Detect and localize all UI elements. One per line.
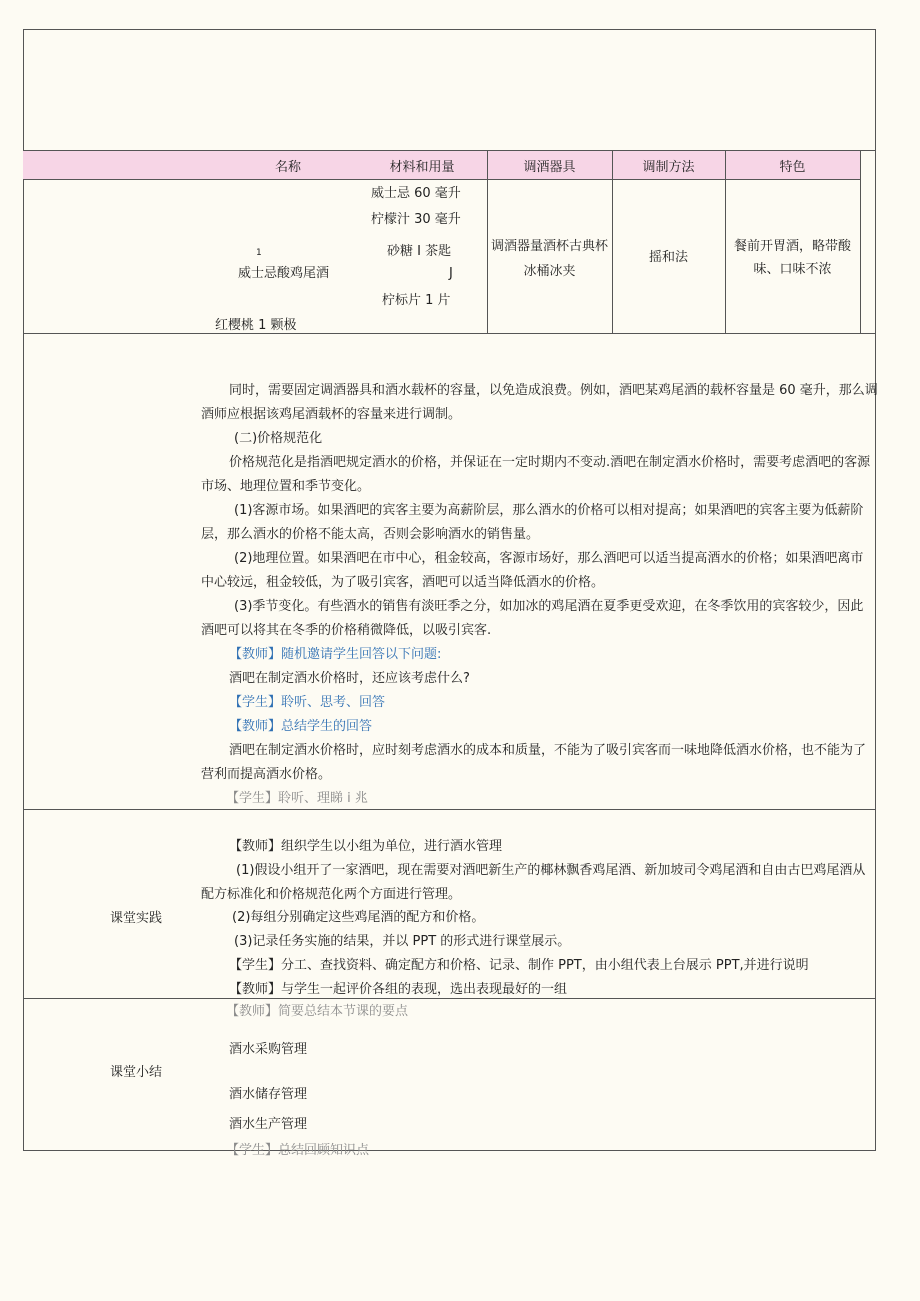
student-note: 【学生】聆听、思考、回答 — [229, 695, 386, 710]
paragraph: 层，那么酒水的价格不能太高，否则会影响酒水的销售量。 — [201, 527, 540, 542]
ingredient: 柠标片 1 片 — [382, 293, 451, 308]
practice-line: (3)记录任务实施的结果，并以 PPT 的形式进行课堂展示。 — [234, 934, 571, 949]
practice-line: 【教师】组织学生以小组为单位，进行酒水管理 — [229, 839, 503, 854]
feature-text: 味、口味不浓 — [753, 262, 832, 277]
summary-line: 酒水生产管理 — [229, 1117, 308, 1132]
divider — [23, 333, 876, 334]
header-feature: 特色 — [779, 160, 806, 175]
paragraph: 同时，需要固定调酒器具和酒水载杯的容量，以免造成浪费。例如，酒吧某鸡尾酒的载杯容量是 60 毫升，那么调 — [229, 383, 878, 398]
paragraph: 市场、地理位置和季节变化。 — [201, 479, 371, 494]
ingredient: 威士忌 60 毫升 — [371, 186, 461, 201]
practice-line: 【学生】分工、查找资料、确定配方和价格、记录、制作 PPT，由小组代表上台展示 PPT,并进行说明 — [229, 958, 809, 973]
row-marker: 1 — [256, 248, 262, 258]
paragraph: 酒吧可以将其在冬季的价格稍微降低，以吸引宾客. — [201, 623, 492, 638]
section-label-summary: 课堂小结 — [110, 1065, 163, 1080]
paragraph: 价格规范化是指酒吧规定酒水的价格，并保证在一定时期内不变动.酒吧在制定酒水价格时，需要考虑酒吧的客源 — [229, 455, 871, 470]
summary-line: 【学生】总结回顾知识点 — [226, 1143, 370, 1158]
header-tools: 调酒器具 — [523, 160, 576, 175]
student-note: 【学生】聆听、理睇 i 兆 — [226, 791, 368, 806]
summary-clip — [226, 1143, 370, 1158]
question-text: 酒吧在制定酒水价格时，还应该考虑什么? — [229, 671, 470, 686]
method-text: 摇和法 — [648, 250, 688, 265]
practice-line: 【教师】与学生一起评价各组的表现，选出表现最好的一组 — [229, 982, 568, 997]
divider — [23, 150, 876, 151]
ingredient: 红樱桃 1 颗极 — [215, 318, 297, 333]
summary-line: 酒水采购管理 — [229, 1042, 308, 1057]
tools-text: 冰桶冰夹 — [523, 264, 576, 279]
paragraph: (2)地理位置。如果酒吧在市中心，租金较高，客源市场好，那么酒吧可以适当提高酒水的价格；如果酒吧离市 — [234, 551, 864, 566]
feature-text: 餐前开胃酒，略带酸 — [733, 239, 851, 254]
header-ingredients: 材料和用量 — [389, 160, 455, 175]
summary-line: 酒水储存管理 — [229, 1087, 308, 1102]
paragraph: 营利而提高酒水价格。 — [201, 767, 332, 782]
ingredient: 砂糖 I 茶匙 — [387, 244, 452, 259]
tools-text: 调酒器量酒杯古典杯 — [490, 239, 608, 254]
section-label-practice: 课堂实践 — [110, 911, 163, 926]
practice-line: 配方标准化和价格规范化两个方面进行管理。 — [201, 887, 462, 902]
header-name: 名称 — [274, 160, 301, 175]
cocktail-name: 威士忌酸鸡尾酒 — [238, 266, 330, 281]
paragraph: 中心较远，租金较低，为了吸引宾客，酒吧可以适当降低酒水的价格。 — [201, 575, 605, 590]
divider — [23, 809, 876, 810]
header-method: 调制方法 — [642, 160, 695, 175]
ingredient: 柠檬汁 30 毫升 — [371, 212, 461, 227]
practice-line: (2)每组分别确定这些鸡尾酒的配方和价格。 — [232, 910, 485, 925]
paragraph: 酒吧在制定酒水价格时，应时刻考虑酒水的成本和质量，不能为了吸引宾客而一味地降低酒水价格，也不能为了 — [229, 743, 867, 758]
teacher-prompt: 【教师】总结学生的回答 — [229, 719, 373, 734]
paragraph: (1)客源市场。如果酒吧的宾客主要为高薪阶层，那么酒水的价格可以相对提高；如果酒吧的宾客主要为低薪阶 — [234, 503, 864, 518]
paragraph: (3)季节变化。有些酒水的销售有淡旺季之分，如加冰的鸡尾酒在夏季更受欢迎，在冬季饮用的宾客较少，因此 — [234, 599, 864, 614]
teacher-prompt: 【教师】随机邀请学生回答以下问题: — [229, 647, 442, 662]
divider — [612, 150, 613, 333]
divider — [860, 150, 861, 333]
summary-line: 【教师】简要总结本节课的要点 — [226, 1004, 409, 1019]
ingredient: J — [449, 266, 453, 281]
section-heading: (二)价格规范化 — [234, 431, 323, 446]
paragraph: 酒师应根据该鸡尾酒载杯的容量来进行调制。 — [201, 407, 462, 422]
practice-line: (1)假设小组开了一家酒吧，现在需要对酒吧新生产的椰林飘香鸡尾酒、新加坡司令鸡尾酒和自由古巴鸡尾酒从 — [236, 863, 866, 878]
